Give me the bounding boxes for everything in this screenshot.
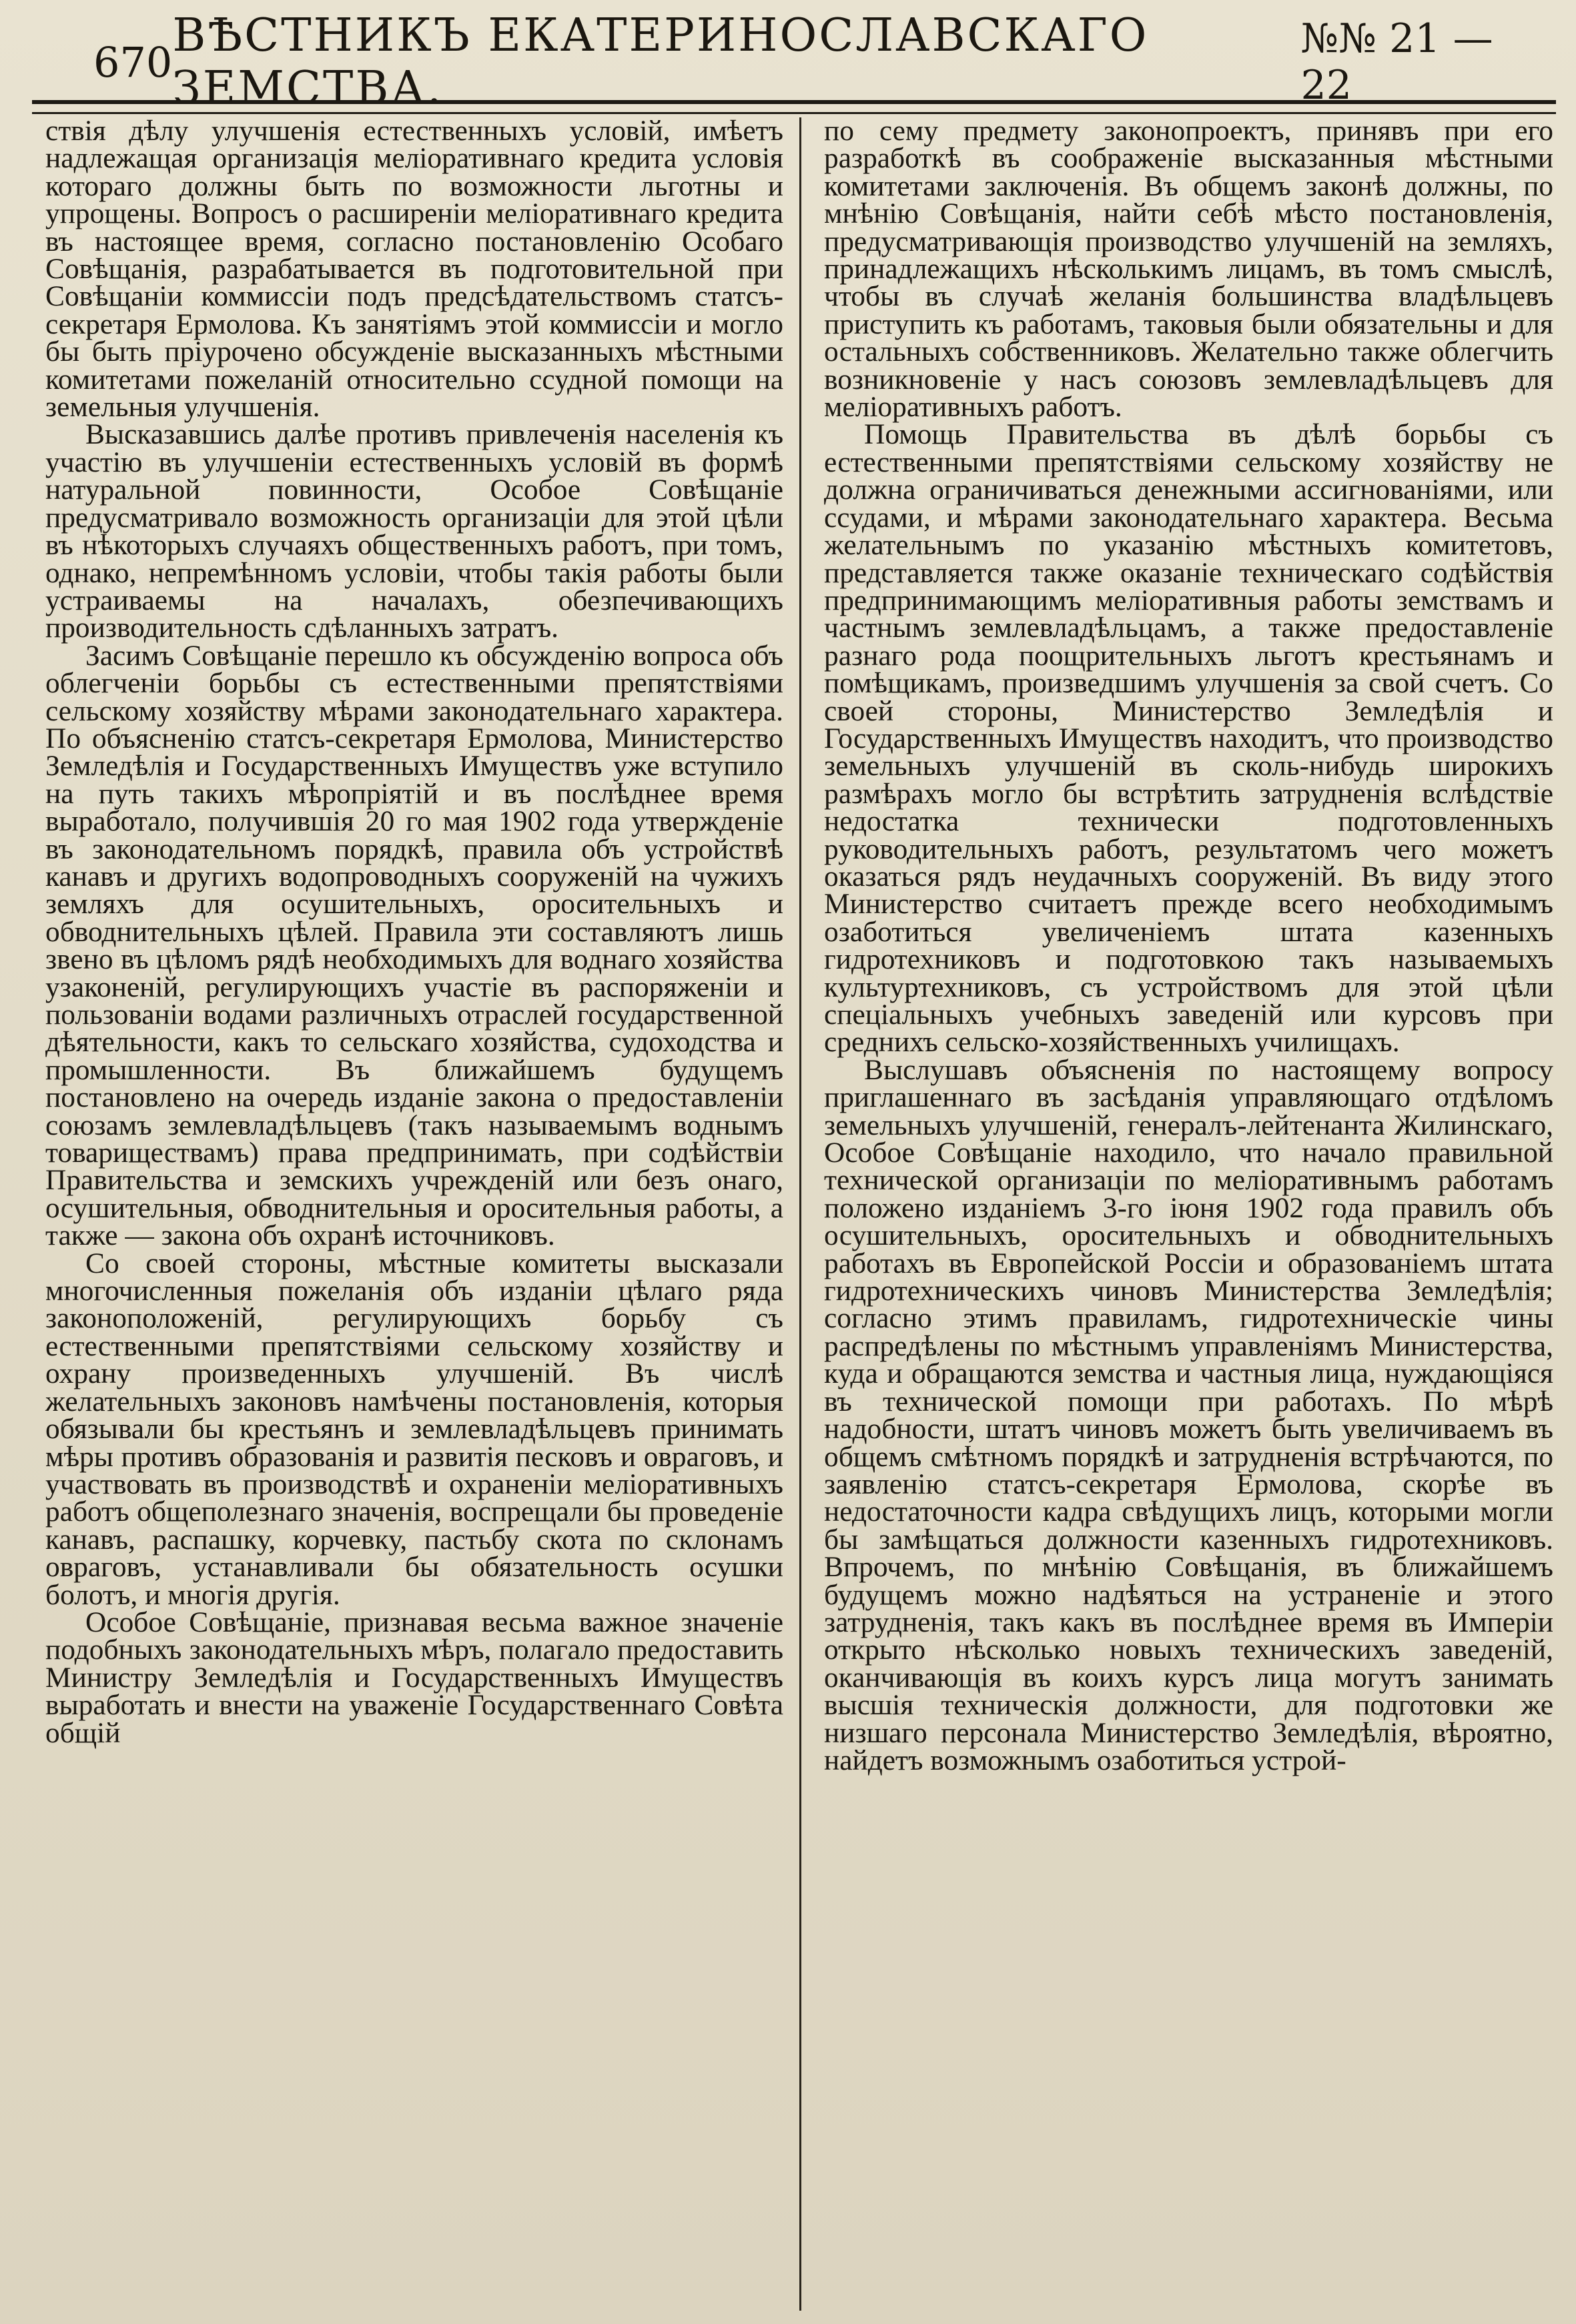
paragraph: Высказавшись далѣе противъ привлеченія населенія къ участію въ улучшеніи естественныхъ условій въ формѣ натуральной повинности, Особое Совѣщаніе предусматривало возможность организаціи для этой цѣли въ нѣкоторыхъ случаяхъ общественныхъ работъ, при томъ, однако, непремѣнномъ условіи, чтобы такія работы были устраиваемы на началахъ, обезпечивающихъ производительность сдѣланныхъ затратъ. <box>45 418 783 644</box>
page-header <box>93 9 1529 115</box>
paragraph: Помощь Правительства въ дѣлѣ борьбы съ естественными препятствіями сельскому хозяйству не должна ограничиваться денежными ассигнованіями, или ссудами, и мѣрами законодательнаго характера. Весьма желательнымъ по указанію мѣстныхъ комитетовъ, представляется также оказаніе техническаго содѣйствія предпринимающимъ меліоративныя работы земствамъ и частнымъ землевладѣльцамъ, а также предоставленіе разнаго рода поощрительныхъ льготъ крестьянамъ и помѣщикамъ, произведшимъ улучшенія за свой счетъ. Со своей стороны, Министерство Земледѣлія и Государственныхъ Имуществъ находитъ, что производство земельныхъ улучшеній въ сколь-нибудь широкихъ размѣрахъ могло бы встрѣтить затрудненія вслѣдствіе недостатка технически подготовленныхъ руководительныхъ работъ, результатомъ чего можетъ оказаться рядъ неудачныхъ сооруженій. Въ виду этого Министерство считаетъ прежде всего необходимымъ озаботиться увеличеніемъ штата казенныхъ гидротехниковъ и подготовкою такъ называемыхъ культуртехниковъ, съ устройствомъ для этой цѣли спеціальныхъ учебныхъ заведеній или курсовъ при среднихъ сельско-хозяйственныхъ училищахъ. <box>824 418 1553 1059</box>
issue-number: №№ 21 — 22 <box>1300 15 1493 109</box>
paragraph: Особое Совѣщаніе, признавая весьма важное значеніе подобныхъ законодательныхъ мѣръ, полагало предоставить Министру Земледѣлія и Государственныхъ Имуществъ выработать и внести на уваженіе Государственнаго Совѣта общій <box>45 1606 783 1749</box>
paragraph: Засимъ Совѣщаніе перешло къ обсужденію вопроса объ облегченіи борьбы съ естественными препятствіями сельскому хозяйству мѣрами законодательнаго характера. По объясненію статсъ-секретаря Ермолова, Министерство Земледѣлія и Государственныхъ Имуществъ уже вступило на путь такихъ мѣропріятій и въ послѣднее время выработало, получившія 20 го мая 1902 года утвержденіе въ законодательномъ порядкѣ, правила объ устройствѣ канавъ и другихъ водопроводныхъ сооруженій на чужихъ земляхъ для осушительныхъ, оросительныхъ и обводнительныхъ цѣлей. Правила эти составляютъ лишь звено въ цѣломъ рядѣ необходимыхъ для воднаго хозяйства узаконеній, регулирующихъ участіе въ распоряженіи и пользованіи водами различныхъ отраслей государственной дѣятельности, какъ то сельскаго хозяйства, судоходства и промышленности. Въ ближайшемъ будущемъ постановлено на очередь изданіе закона о предоставленіи союзамъ землевладѣльцевъ (такъ называемымъ воднымъ товариществамъ) права предпринимать, при содѣйствіи Правительства и земскихъ учрежденій или безъ онаго, осушительныя, обводнительныя и оросительныя работы, а также — закона объ охранѣ источниковъ. <box>45 639 783 1252</box>
text-columns <box>45 117 1560 2311</box>
header-rule <box>32 100 1556 114</box>
left-column <box>45 117 799 2311</box>
page-number: 670 <box>93 37 173 87</box>
paragraph: Со своей стороны, мѣстные комитеты высказали многочисленныя пожеланія объ изданіи цѣлаго ряда законоположеній, регулирующихъ борьбу съ естественными препятствіями сельскому хозяйству и охрану произведенныхъ улучшеній. Въ числѣ желательныхъ законовъ намѣчены постановленія, которыя обязывали бы крестьянъ и землевладѣльцевъ принимать мѣры противъ образованія и развитія песковъ и овраговъ, и участвовать въ производствѣ и охраненіи меліоративныхъ работъ общеполезнаго значенія, воспрещали бы проведеніе канавъ, распашку, корчевку, пастьбу скота по склонамъ овраговъ, устанавливали бы обязательность осушки болотъ, и многія другія. <box>45 1247 783 1611</box>
paragraph: Выслушавъ объясненія по настоящему вопросу приглашеннаго въ засѣданія управляющаго отдѣломъ земельныхъ улучшеній, генералъ-лейтенанта Жилинскаго, Особое Совѣщаніе находило, что начало правильной технической организаціи по меліоративнымъ работамъ положено изданіемъ 3-го іюня 1902 года правилъ объ осушительныхъ, оросительныхъ и обводнительныхъ работахъ въ Европейской Россіи и образованіемъ штата гидротехническихъ чиновъ Министерства Земледѣлія; согласно этимъ правиламъ, гидротехническіе чины распредѣлены по мѣстнымъ управленіямъ Министерства, куда и обращаются земства и частныя лица, нуждающіяся въ технической помощи при работахъ. По мѣрѣ надобности, штатъ чиновъ можетъ быть увеличиваемъ въ общемъ смѣтномъ порядкѣ и затрудненія встрѣчаются, по заявленію статсъ-секретаря Ермолова, скорѣе въ недостаточности кадра свѣдущихъ лицъ, которыми могли бы замѣщаться должности казенныхъ гидротехниковъ. Впрочемъ, по мнѣнію Совѣщанія, въ ближайшемъ будущемъ можно надѣяться на устраненіе и этого затрудненія, такъ какъ въ послѣднее время въ Имперіи открыто нѣсколько новыхъ техническихъ заведеній, оканчивающія въ коихъ курсъ лица могутъ занимать высшія техническія должности, для подготовки же низшаго персонала Министерство Земледѣлія, вѣроятно, найдетъ возможнымъ озаботиться устрой- <box>824 1053 1553 1776</box>
paragraph: ствія дѣлу улучшенія естественныхъ условій, имѣетъ надлежащая организація меліоративнаго кредита условія котораго должны быть по возможности льготны и упрощены. Вопросъ о расширеніи меліоративнаго кредита въ настоящее время, согласно постановленію Особаго Совѣщанія, разрабатывается въ подготовительной при Совѣщаніи коммиссіи подъ предсѣдательствомъ статсъ-секретаря Ермолова. Къ занятіямъ этой коммиссіи и могло бы быть пріурочено обсужденіе высказанныхъ мѣстными комитетами пожеланій относительно ссудной помощи на земельныя улучшенія. <box>45 115 783 424</box>
right-column <box>799 117 1553 2311</box>
journal-title: ВѢСТНИКЪ ЕКАТЕРИНОСЛАВСКАГО ЗЕМСТВА. <box>172 9 1149 115</box>
paragraph: по сему предмету законопроектъ, принявъ при его разработкѣ въ соображеніе высказанныя мѣстными комитетами заключенія. Въ общемъ законѣ должны, по мнѣнію Совѣщанія, найти себѣ мѣсто постановленія, предусматривающія производство улучшеній на земляхъ, принадлежащихъ нѣсколькимъ лицамъ, въ томъ смыслѣ, чтобы въ случаѣ желанія большинства владѣльцевъ приступить къ работамъ, таковыя были обязательны и для остальныхъ собственниковъ. Желательно также облегчить возникновеніе у насъ союзовъ землевладѣльцевъ для меліоративныхъ работъ. <box>824 115 1553 424</box>
